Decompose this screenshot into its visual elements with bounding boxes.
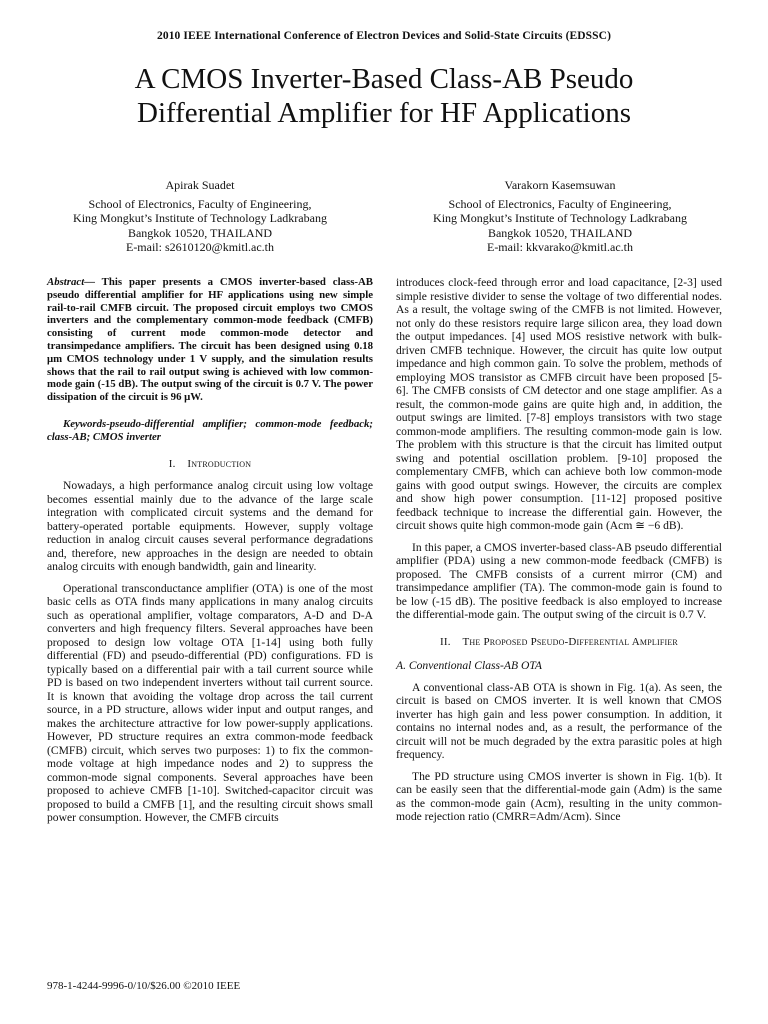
body-paragraph: The PD structure using CMOS inverter is shown in Fig. 1(b). It can be easily seen that the differential-mode gain (Adm) is the same as the common-mode gain (Acm), resulting in the unity common-mode rejection ratio (CMRR=Adm/Acm). Since [396, 769, 722, 823]
right-column [396, 276, 722, 824]
author-institute: King Mongkut’s Institute of Technology Ladkrabang [433, 211, 687, 226]
author-name: Apirak Suadet [165, 178, 235, 192]
section-heading-introduction [47, 458, 373, 472]
abstract [47, 276, 373, 404]
author-email: E-mail: kkvarako@kmitl.ac.th [486, 239, 633, 254]
copyright-footer: 978-1-4244-9996-0/10/$26.00 ©2010 IEEE [47, 980, 241, 992]
subsection-heading: A. Conventional Class-AB OTA [396, 659, 542, 672]
keywords: Keywords-pseudo-differential amplifier; common-mode feedback; class-AB; CMOS inverter [47, 417, 373, 443]
author-address: Bangkok 10520, THAILAND [487, 225, 633, 240]
body-paragraph: In this paper, a CMOS inverter-based class-AB pseudo differential amplifier (PDA) using a new common-mode feedback (CMFB) is proposed. The CMFB consists of a current mirror (CM) and transimpedance amplifier (TA). The common-mode gain is found to be low (-15 dB). The positive feedback is also employed to increase the differential-mode gain. The output swing of the circuit is 0.7 V. [396, 540, 722, 621]
title-line-1: A CMOS Inverter-Based Class-AB Pseudo [134, 63, 634, 95]
body-paragraph: introduces clock-feed through error and load capacitance, [2-3] used simple resistive divider to sense the voltage of two differential nodes. As a result, the voltage swing of the CMFB is not limited. However, not only do these resistors require large silicon area, they load down the output impedances. [4] used MOS resistive network with bulk-driven CMFB technique. However, the circuit has quite low output impedance and high common gain. To solve the problem, methods of employing MOS transistor as CMFB circuit have been proposed [5-6]. The CMFB consists of CM detector and one stage amplifier. As a result, the common-mode gains are quite high and, in addition, the output swings are limited. [7-8] employs transistors with two stage common-mode amplifiers. The resulting common-mode gain is low. The problem with this structure is that the circuit has limited output swing and potential oscillation problem. [9-10] proposed the complementary CMFB, which can achieve both low common-mode gains with good output swings. However, the circuits are complex and show high power consumption. [11-12] proposed positive feedback technique to increase the differential gain. However, the circuit shows quite high common-mode gain (Acm ≅ −6 dB). [396, 276, 722, 532]
author-email: E-mail: s2610120@kmitl.ac.th [125, 239, 275, 254]
body-paragraph: A conventional class-AB OTA is shown in Fig. 1(a). As seen, the circuit is based on CMOS inverter. It is well known that CMOS inverter has high gain and less power consumption. In addition, it contains no internal nodes and, as a result, the performance of the circuit will not be much degraded by the extra parasitic poles at high frequency. [396, 680, 722, 761]
conference-header: 2010 IEEE International Conference of Electron Devices and Solid-State Circuits (EDSSC) [157, 30, 611, 42]
author-address: Bangkok 10520, THAILAND [127, 225, 273, 240]
section-number: II. [440, 635, 451, 648]
author-institute: King Mongkut’s Institute of Technology Ladkrabang [73, 211, 327, 226]
author-block-2 [400, 178, 720, 254]
section-number: I. [168, 457, 176, 470]
author-block-1 [40, 178, 360, 254]
abstract-lead: Abstract— [47, 276, 95, 288]
paper-title [60, 62, 708, 130]
body-paragraph: Operational transconductance amplifier (OTA) is one of the most basic cells as OTA finds many applications in many analog circuits such as operational amplifier, voltage comparators, A-D and D-A converters and high frequency filters. Several approaches have been proposed to design low voltage OTA [1-14] using both fully differential (FD) and pseudo-differential (PD) configurations. FD is typically based on a differential pair with a tail current source while PD is based on two independent inverters without tail current source. It is known that avoiding the voltage drop across the tail current source, in a PD structure, allows wider input and output ranges, and makes the architecture attractive for low power-supply applications. However, PD structure requires an extra common-mode feedback (CMFB) circuit, which serves two purposes: 1) to fix the common-mode voltage at high impedance nodes and 2) to suppress the common-mode signal components. Several approaches have been proposed to achieve CMFB [1-10]. Switched-capacitor circuit was proposed to build a CMFB [1], and the resulting circuit shows small power consumption. However, the CMFB circuits [47, 581, 373, 825]
author-affiliation: School of Electronics, Faculty of Engineering, [448, 197, 672, 212]
author-affiliation: School of Electronics, Faculty of Engineering, [88, 197, 312, 212]
section-heading-proposed-pda [396, 636, 722, 650]
section-title: Introduction [187, 457, 252, 470]
abstract-text: This paper presents a CMOS inverter-based class-AB pseudo differential amplifier for HF applications using new simple rail-to-rail CMFB circuit. The proposed circuit employs two CMOS inverters and the complementary common-mode feedback (CMFB) consisting of current mode common-mode detector and transimpedance amplifiers. The circuit has been designed using 0.18 μm CMOS technology under 1 V supply, and the simulation results shows that the rail to rail output swing is achieved with low common-mode gain (-15 dB). The output swing of the circuit is 0.7 V. The power dissipation of the circuit is 96 μW. [47, 276, 373, 404]
body-paragraph: Nowadays, a high performance analog circuit using low voltage becomes essential mainly due to the advance of the large scale integration with complicated circuit systems and the demand for battery-operated portable equipments. However, supply voltage reduction in analog circuit causes several performance degradations and, therefore, new approaches in the design are needed to obtain analog circuits with enough bandwidth, gain and linearity. [47, 479, 373, 574]
left-column [47, 276, 373, 825]
title-line-2: Differential Amplifier for HF Applications [137, 97, 631, 129]
section-title: The Proposed Pseudo-Differential Amplifier [462, 635, 678, 648]
author-name: Varakorn Kasemsuwan [504, 178, 616, 192]
